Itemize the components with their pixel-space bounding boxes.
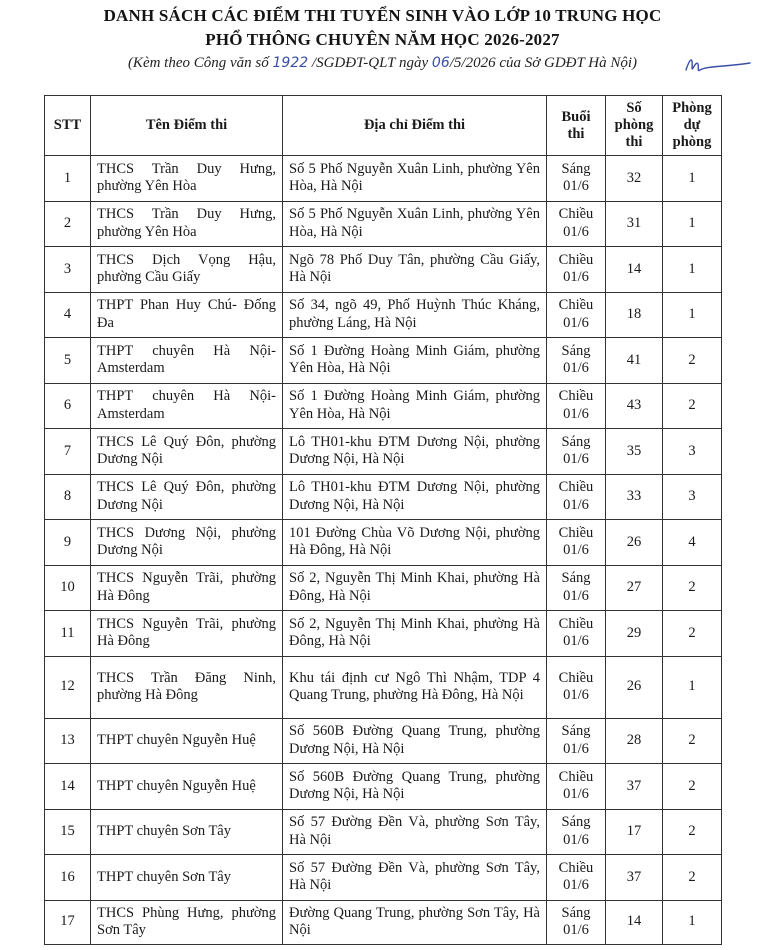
cell-name: THPT chuyên Sơn Tây xyxy=(91,855,283,901)
cell-stt: 16 xyxy=(45,855,91,901)
cell-stt: 4 xyxy=(45,292,91,338)
table-row xyxy=(45,247,722,293)
cell-rooms: 18 xyxy=(606,292,663,338)
cell-address: Ngõ 78 Phố Duy Tân, phường Cầu Giấy, Hà Nội xyxy=(283,247,547,293)
cell-name: THPT Phan Huy Chú- Đống Đa xyxy=(91,292,283,338)
cell-rooms: 32 xyxy=(606,156,663,202)
table-row xyxy=(45,156,722,202)
cell-name: THCS Dịch Vọng Hậu, phường Cầu Giấy xyxy=(91,247,283,293)
cell-stt: 6 xyxy=(45,383,91,429)
table-row xyxy=(45,656,722,718)
table-row xyxy=(45,520,722,566)
cell-address: Lô TH01-khu ĐTM Dương Nội, phường Dương Nội, Hà Nội xyxy=(283,429,547,475)
document-subtitle xyxy=(0,55,765,72)
document-title-line1: DANH SÁCH CÁC ĐIỂM THI TUYỂN SINH VÀO LỚP 10 TRUNG HỌC xyxy=(103,6,662,25)
cell-name: THCS Phùng Hưng, phường Sơn Tây xyxy=(91,900,283,944)
cell-rooms: 37 xyxy=(606,764,663,810)
cell-address: Số 5 Phố Nguyễn Xuân Linh, phường Yên Hòa, Hà Nội xyxy=(283,201,547,247)
cell-address: Số 2, Nguyễn Thị Minh Khai, phường Hà Đông, Hà Nội xyxy=(283,611,547,657)
cell-rooms: 31 xyxy=(606,201,663,247)
cell-reserve: 2 xyxy=(663,809,722,855)
cell-session: Chiều 01/6 xyxy=(547,656,606,718)
cell-name: THCS Trần Đăng Ninh, phường Hà Đông xyxy=(91,656,283,718)
header-session: Buổi thi xyxy=(547,96,606,156)
cell-stt: 8 xyxy=(45,474,91,520)
cell-reserve: 4 xyxy=(663,520,722,566)
cell-name: THCS Dương Nội, phường Dương Nội xyxy=(91,520,283,566)
cell-address: Số 560B Đường Quang Trung, phường Dương Nội, Hà Nội xyxy=(283,718,547,764)
cell-name: THCS Nguyễn Trãi, phường Hà Đông xyxy=(91,565,283,611)
cell-reserve: 1 xyxy=(663,900,722,944)
cell-session: Chiều 01/6 xyxy=(547,520,606,566)
cell-rooms: 35 xyxy=(606,429,663,475)
cell-name: THCS Nguyễn Trãi, phường Hà Đông xyxy=(91,611,283,657)
cell-session: Sáng 01/6 xyxy=(547,565,606,611)
table-row xyxy=(45,429,722,475)
cell-session: Sáng 01/6 xyxy=(547,156,606,202)
cell-rooms: 17 xyxy=(606,809,663,855)
cell-rooms: 26 xyxy=(606,520,663,566)
cell-session: Sáng 01/6 xyxy=(547,809,606,855)
subtitle-suffix: /5/2026 của Sở GDĐT Hà Nội) xyxy=(449,55,638,71)
cell-rooms: 33 xyxy=(606,474,663,520)
cell-stt: 11 xyxy=(45,611,91,657)
exam-sites-table xyxy=(44,95,722,945)
cell-reserve: 1 xyxy=(663,656,722,718)
cell-address: Đường Quang Trung, phường Sơn Tây, Hà Nội xyxy=(283,900,547,944)
table-row xyxy=(45,201,722,247)
handwritten-doc-number: 1922 xyxy=(272,55,309,71)
cell-rooms: 43 xyxy=(606,383,663,429)
cell-reserve: 2 xyxy=(663,764,722,810)
header-reserve: Phòng dự phòng xyxy=(663,96,722,156)
cell-session: Sáng 01/6 xyxy=(547,718,606,764)
cell-name: THPT chuyên Hà Nội- Amsterdam xyxy=(91,383,283,429)
document-title-line2: PHỔ THÔNG CHUYÊN NĂM HỌC 2026-2027 xyxy=(205,30,560,49)
cell-rooms: 27 xyxy=(606,565,663,611)
cell-name: THCS Trần Duy Hưng, phường Yên Hòa xyxy=(91,156,283,202)
cell-reserve: 2 xyxy=(663,718,722,764)
table-row xyxy=(45,855,722,901)
table-row xyxy=(45,383,722,429)
cell-address: Lô TH01-khu ĐTM Dương Nội, phường Dương Nội, Hà Nội xyxy=(283,474,547,520)
cell-session: Sáng 01/6 xyxy=(547,338,606,384)
cell-name: THPT chuyên Nguyễn Huệ xyxy=(91,718,283,764)
cell-address: Số 2, Nguyễn Thị Minh Khai, phường Hà Đông, Hà Nội xyxy=(283,565,547,611)
cell-stt: 15 xyxy=(45,809,91,855)
table-row xyxy=(45,565,722,611)
cell-reserve: 2 xyxy=(663,565,722,611)
table-row xyxy=(45,611,722,657)
table-row xyxy=(45,900,722,944)
cell-name: THCS Lê Quý Đôn, phường Dương Nội xyxy=(91,429,283,475)
table-body xyxy=(45,156,722,945)
cell-reserve: 1 xyxy=(663,292,722,338)
cell-stt: 5 xyxy=(45,338,91,384)
cell-session: Chiều 01/6 xyxy=(547,292,606,338)
table-row xyxy=(45,292,722,338)
handwritten-day-month: 06 xyxy=(431,55,450,71)
cell-stt: 1 xyxy=(45,156,91,202)
cell-stt: 7 xyxy=(45,429,91,475)
cell-stt: 17 xyxy=(45,900,91,944)
cell-address: Số 560B Đường Quang Trung, phường Dương Nội, Hà Nội xyxy=(283,764,547,810)
cell-name: THPT chuyên Hà Nội- Amsterdam xyxy=(91,338,283,384)
cell-name: THPT chuyên Sơn Tây xyxy=(91,809,283,855)
cell-address: Số 1 Đường Hoàng Minh Giám, phường Yên Hòa, Hà Nội xyxy=(283,338,547,384)
cell-address: Số 1 Đường Hoàng Minh Giám, phường Yên Hòa, Hà Nội xyxy=(283,383,547,429)
subtitle-prefix: (Kèm theo Công văn số xyxy=(127,55,273,71)
cell-rooms: 26 xyxy=(606,656,663,718)
cell-stt: 12 xyxy=(45,656,91,718)
cell-session: Chiều 01/6 xyxy=(547,247,606,293)
cell-address: Số 57 Đường Đền Và, phường Sơn Tây, Hà Nội xyxy=(283,855,547,901)
cell-session: Sáng 01/6 xyxy=(547,900,606,944)
cell-session: Sáng 01/6 xyxy=(547,429,606,475)
cell-rooms: 14 xyxy=(606,247,663,293)
cell-reserve: 3 xyxy=(663,429,722,475)
table-row xyxy=(45,809,722,855)
subtitle-middle: /SGDĐT-QLT ngày xyxy=(308,55,432,71)
cell-reserve: 2 xyxy=(663,611,722,657)
cell-address: 101 Đường Chùa Võ Dương Nội, phường Hà Đông, Hà Nội xyxy=(283,520,547,566)
cell-stt: 3 xyxy=(45,247,91,293)
table-row xyxy=(45,338,722,384)
table-row xyxy=(45,764,722,810)
cell-stt: 9 xyxy=(45,520,91,566)
cell-reserve: 2 xyxy=(663,855,722,901)
cell-stt: 14 xyxy=(45,764,91,810)
cell-name: THCS Lê Quý Đôn, phường Dương Nội xyxy=(91,474,283,520)
cell-reserve: 2 xyxy=(663,338,722,384)
header-rooms: Số phòng thi xyxy=(606,96,663,156)
cell-rooms: 14 xyxy=(606,900,663,944)
cell-address: Số 5 Phố Nguyễn Xuân Linh, phường Yên Hòa, Hà Nội xyxy=(283,156,547,202)
cell-session: Chiều 01/6 xyxy=(547,383,606,429)
cell-session: Chiều 01/6 xyxy=(547,764,606,810)
cell-rooms: 41 xyxy=(606,338,663,384)
cell-reserve: 1 xyxy=(663,156,722,202)
cell-reserve: 2 xyxy=(663,383,722,429)
header-address: Địa chỉ Điểm thi xyxy=(283,96,547,156)
header-name: Tên Điểm thi xyxy=(91,96,283,156)
cell-address: Số 57 Đường Đền Và, phường Sơn Tây, Hà Nội xyxy=(283,809,547,855)
cell-stt: 2 xyxy=(45,201,91,247)
cell-name: THPT chuyên Nguyễn Huệ xyxy=(91,764,283,810)
cell-reserve: 1 xyxy=(663,247,722,293)
cell-address: Khu tái định cư Ngô Thì Nhậm, TDP 4 Quang Trung, phường Hà Đông, Hà Nội xyxy=(283,656,547,718)
cell-rooms: 29 xyxy=(606,611,663,657)
cell-rooms: 37 xyxy=(606,855,663,901)
table-header-row xyxy=(45,96,722,156)
handwritten-signature xyxy=(684,54,754,76)
cell-session: Chiều 01/6 xyxy=(547,201,606,247)
header-stt: STT xyxy=(45,96,91,156)
table-row xyxy=(45,474,722,520)
cell-rooms: 28 xyxy=(606,718,663,764)
cell-session: Chiều 01/6 xyxy=(547,474,606,520)
cell-stt: 10 xyxy=(45,565,91,611)
table-row xyxy=(45,718,722,764)
cell-reserve: 3 xyxy=(663,474,722,520)
cell-reserve: 1 xyxy=(663,201,722,247)
cell-stt: 13 xyxy=(45,718,91,764)
cell-name: THCS Trần Duy Hưng, phường Yên Hòa xyxy=(91,201,283,247)
cell-session: Chiều 01/6 xyxy=(547,855,606,901)
cell-address: Số 34, ngõ 49, Phố Huỳnh Thúc Kháng, phường Láng, Hà Nội xyxy=(283,292,547,338)
cell-session: Chiều 01/6 xyxy=(547,611,606,657)
